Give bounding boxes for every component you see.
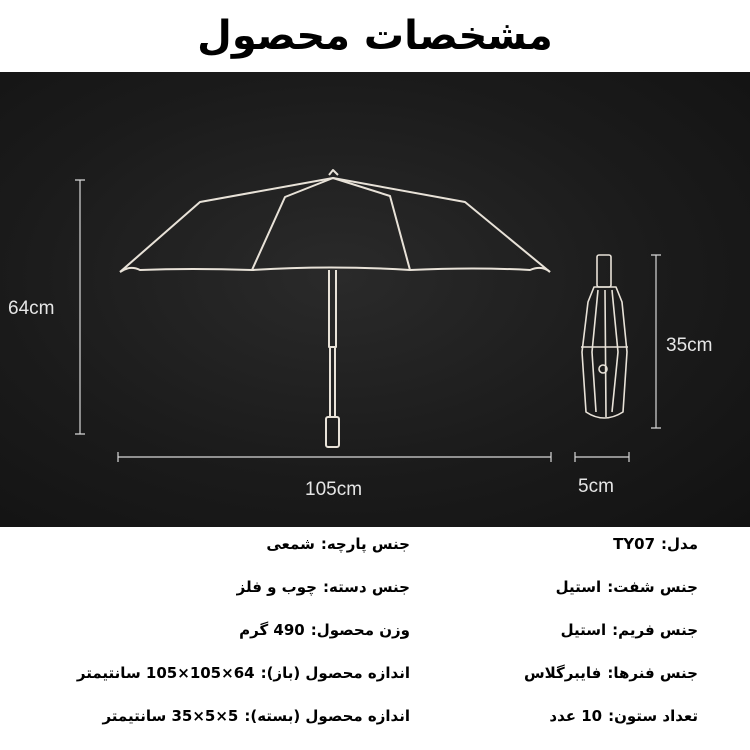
spec-value: استیل [555, 578, 602, 596]
spec-value: شمعی [266, 535, 315, 553]
canopy-rib-left [252, 178, 333, 270]
open-umbrella [120, 170, 550, 447]
spec-size-open [77, 664, 410, 682]
canopy-top-edge [120, 178, 550, 272]
width-open-line [118, 452, 551, 462]
spec-fabric-material [266, 535, 410, 553]
product-photo [0, 72, 750, 527]
closed-umbrella-handle [597, 255, 611, 287]
spec-value: 10 عدد [549, 707, 603, 725]
spec-list [0, 527, 750, 750]
width-closed-line [575, 452, 629, 462]
spec-size-closed [102, 707, 410, 725]
spec-key: تعداد ستون: [608, 707, 698, 725]
canopy-rib-right [333, 178, 410, 270]
height-closed-label: 35cm [666, 335, 713, 356]
shaft-upper [329, 270, 336, 347]
shaft-lower [330, 347, 335, 417]
spec-value: 5×5×35 سانتیمتر [102, 707, 239, 725]
closed-umbrella-folds [592, 290, 618, 417]
spec-value: فایبرگلاس [523, 664, 602, 682]
width-closed-label: 5cm [578, 476, 614, 497]
height-open-line [75, 180, 85, 434]
spec-shaft-material [556, 578, 698, 596]
spec-key: اندازه محصول (باز): [260, 664, 410, 682]
spec-value: TY07 [613, 535, 656, 553]
canopy-tip [329, 170, 338, 175]
spec-key: جنس فنرها: [607, 664, 698, 682]
spec-value: استیل [560, 621, 607, 639]
spec-key: اندازه محصول (بسته): [244, 707, 410, 725]
spec-key: جنس شفت: [607, 578, 698, 596]
spec-weight [239, 621, 410, 639]
closed-umbrella [581, 255, 628, 418]
dimension-lines [75, 180, 661, 462]
spec-key: جنس فریم: [612, 621, 698, 639]
spec-key: مدل: [661, 535, 698, 553]
spec-rib-count [549, 707, 698, 725]
spec-frame-material [561, 621, 698, 639]
height-open-label: 64cm [8, 298, 55, 319]
spec-spring-material [524, 664, 698, 682]
spec-value: 64×105×105 سانتیمتر [76, 664, 255, 682]
page-title: مشخصات محصول [197, 13, 553, 59]
spec-key: جنس دسته: [322, 578, 410, 596]
spec-handle-material [237, 578, 410, 596]
height-closed-line [651, 255, 661, 428]
open-umbrella-handle [326, 417, 339, 447]
umbrella-illustration [0, 72, 750, 527]
spec-key: جنس پارچه: [320, 535, 410, 553]
spec-value: چوب و فلز [236, 578, 317, 596]
spec-model [613, 535, 698, 553]
width-open-label: 105cm [305, 479, 363, 500]
spec-value: 490 گرم [239, 621, 305, 639]
spec-key: وزن محصول: [310, 621, 410, 639]
